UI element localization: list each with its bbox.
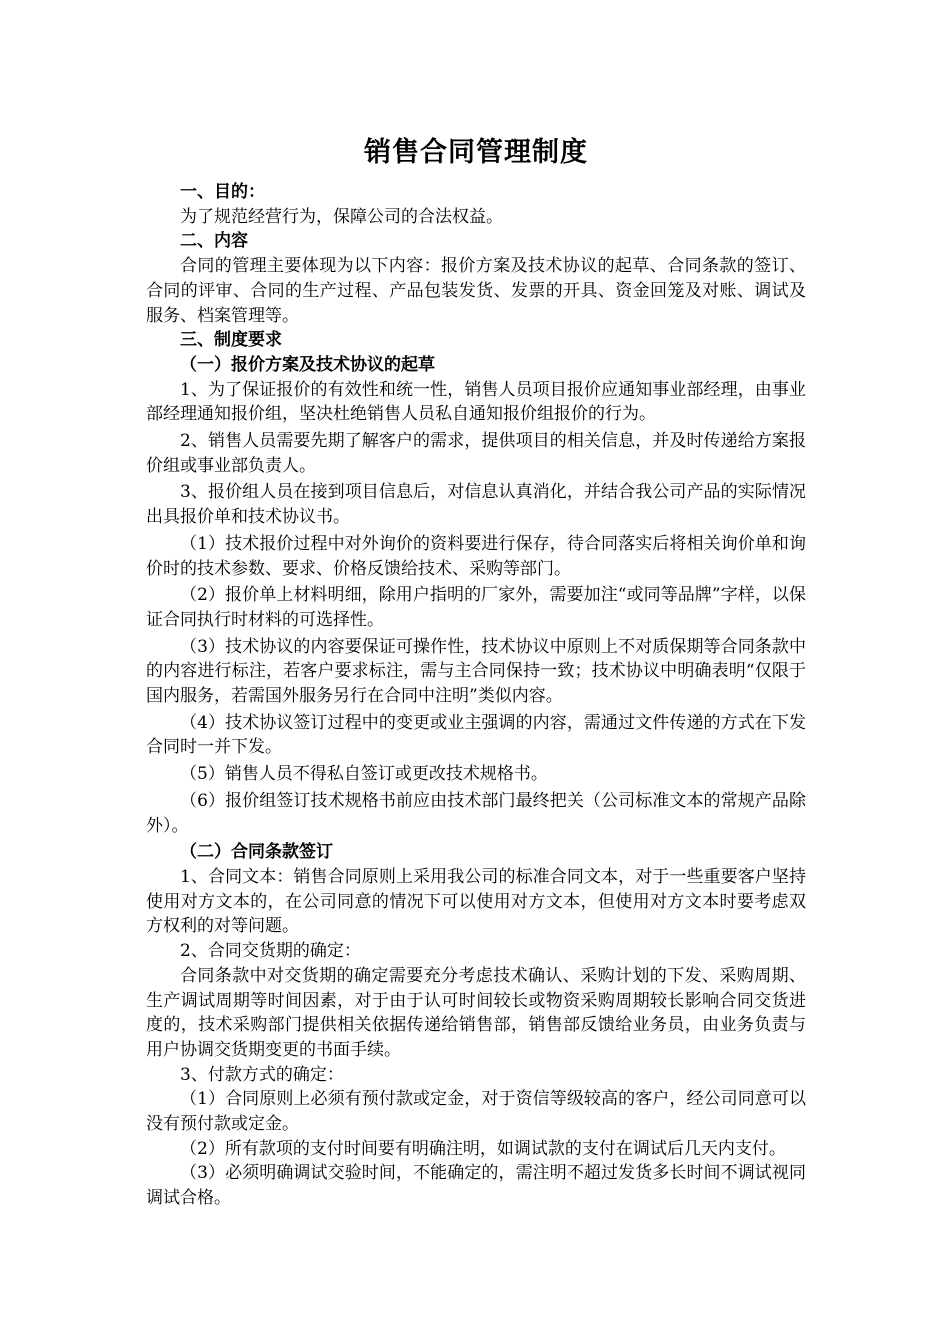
- section-heading-purpose: 一、目的：: [180, 182, 265, 202]
- paragraph: 为了规范经营行为，保障公司的合法权益。: [180, 206, 503, 227]
- document-page: [146, 128, 806, 1211]
- paragraph: （1）合同原则上必须有预付款或定金，对于资信等级较高的客户，经公司同意可以没有预付款或定金。: [146, 1089, 806, 1135]
- paragraph: （2）报价单上材料明细，除用户指明的厂家外，需要加注“或同等品牌”字样，以保证合同执行时材料的可选择性。: [146, 585, 806, 630]
- paragraph: （2）所有款项的支付时间要有明确注明，如调试款的支付在调试后几天内支付。: [180, 1138, 786, 1159]
- paragraph: （1）技术报价过程中对外询价的资料要进行保存，待合同落实后将相关询价单和询价时的技术参数、要求、价格反馈给技术、采购等部门。: [146, 533, 806, 579]
- paragraph: 2、销售人员需要先期了解客户的需求，提供项目的相关信息，并及时传递给方案报价组或事业部负责人。: [146, 431, 806, 476]
- section-heading-content: 二、内容: [180, 231, 248, 252]
- paragraph: 2、合同交货期的确定：: [180, 941, 361, 962]
- document-title: 销售合同管理制度: [364, 137, 588, 168]
- paragraph: 1、为了保证报价的有效性和统一性，销售人员项目报价应通知事业部经理，由事业部经理通知报价组，坚决杜绝销售人员私自通知报价组报价的行为。: [146, 379, 806, 425]
- subsection-heading-quotation: （一）报价方案及技术协议的起草: [180, 354, 435, 375]
- paragraph: 1、合同文本：销售合同原则上采用我公司的标准合同文本，对于一些重要客户坚持使用对方文本的，在公司同意的情况下可以使用对方文本，但使用对方文本时要考虑双方权利的对等问题。: [146, 866, 806, 937]
- paragraph: 合同条款中对交货期的确定需要充分考虑技术确认、采购计划的下发、采购周期、生产调试周期等时间因素，对于由于认可时间较长或物资采购周期较长影响合同交货进度的，技术采购部门提供相关依据传递给销售部，销售部反馈给业务员，由业务负责与用户协调交货期变更的书面手续。: [146, 965, 806, 1060]
- paragraph: 3、报价组人员在接到项目信息后，对信息认真消化，并结合我公司产品的实际情况出具报价单和技术协议书。: [146, 482, 806, 528]
- paragraph: （6）报价组签订技术规格书前应由技术部门最终把关（公司标准文本的常规产品除外）。: [146, 790, 806, 836]
- section-heading-requirements: 三、制度要求: [180, 330, 282, 351]
- paragraph: （4）技术协议签订过程中的变更或业主强调的内容，需通过文件传递的方式在下发合同时一并下发。: [146, 712, 806, 758]
- paragraph: （3）必须明确调试交验时间，不能确定的，需注明不超过发货多长时间不调试视同调试合格。: [146, 1163, 806, 1209]
- paragraph: 3、付款方式的确定：: [180, 1064, 344, 1085]
- paragraph: （5）销售人员不得私自签订或更改技术规格书。: [180, 764, 548, 785]
- subsection-heading-contract-terms: （二）合同条款签订: [180, 842, 333, 863]
- paragraph: 合同的管理主要体现为以下内容：报价方案及技术协议的起草、合同条款的签订、合同的评审、合同的生产过程、产品包装发货、发票的开具、资金回笼及对账、调试及服务、档案管理等。: [146, 256, 806, 326]
- paragraph: （3）技术协议的内容要保证可操作性，技术协议中原则上不对质保期等合同条款中的内容进行标注，若客户要求标注，需与主合同保持一致；技术协议中明确表明“仅限于国内服务，若需国外服务另行在合同中注明”类似内容。: [146, 636, 806, 707]
